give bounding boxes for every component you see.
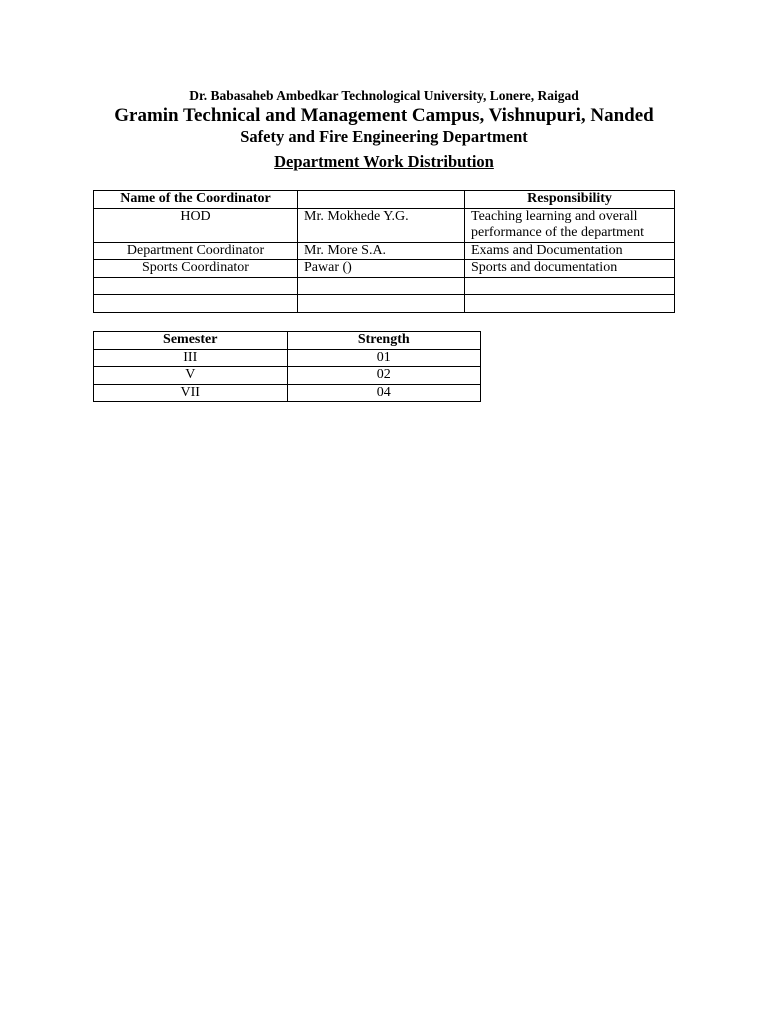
empty-cell: [465, 295, 675, 313]
coordinator-role-cell: Sports Coordinator: [94, 260, 298, 278]
department-name: Safety and Fire Engineering Department: [240, 127, 528, 146]
table-header-row: [94, 332, 481, 350]
campus-name: Gramin Technical and Management Campus, Vishnupuri, Nanded: [114, 105, 654, 126]
table-row: [94, 367, 481, 385]
empty-cell: [94, 277, 298, 295]
column-header: Name of the Coordinator: [94, 191, 298, 209]
empty-cell: [298, 277, 465, 295]
column-header: Semester: [94, 332, 288, 350]
work-distribution-table: [93, 190, 675, 313]
semester-cell: VII: [94, 384, 288, 402]
semester-cell: V: [94, 367, 288, 385]
strength-cell: 04: [287, 384, 481, 402]
empty-cell: [298, 295, 465, 313]
table-header-row: [94, 191, 675, 209]
semester-cell: III: [94, 349, 288, 367]
responsibility-cell: Sports and documentation: [465, 260, 675, 278]
table-row: [94, 277, 675, 295]
table-row: [94, 208, 675, 242]
coordinator-name-cell: Pawar (): [298, 260, 465, 278]
coordinator-role-cell: Department Coordinator: [94, 242, 298, 260]
table-row: [94, 260, 675, 278]
column-header: [298, 191, 465, 209]
column-header: Responsibility: [465, 191, 675, 209]
coordinator-role-cell: HOD: [94, 208, 298, 242]
table-row: [94, 349, 481, 367]
semester-strength-table: [93, 331, 481, 402]
document-title: Department Work Distribution: [274, 152, 494, 171]
table-row: [94, 384, 481, 402]
empty-cell: [465, 277, 675, 295]
responsibility-cell: Teaching learning and overall performance of the department: [465, 208, 675, 242]
document-header: [0, 86, 768, 172]
university-name: Dr. Babasaheb Ambedkar Technological University, Lonere, Raigad: [189, 88, 579, 103]
strength-cell: 01: [287, 349, 481, 367]
column-header: Strength: [287, 332, 481, 350]
strength-cell: 02: [287, 367, 481, 385]
responsibility-cell: Exams and Documentation: [465, 242, 675, 260]
table-row: [94, 242, 675, 260]
coordinator-name-cell: Mr. Mokhede Y.G.: [298, 208, 465, 242]
coordinator-name-cell: Mr. More S.A.: [298, 242, 465, 260]
empty-cell: [94, 295, 298, 313]
table-row: [94, 295, 675, 313]
